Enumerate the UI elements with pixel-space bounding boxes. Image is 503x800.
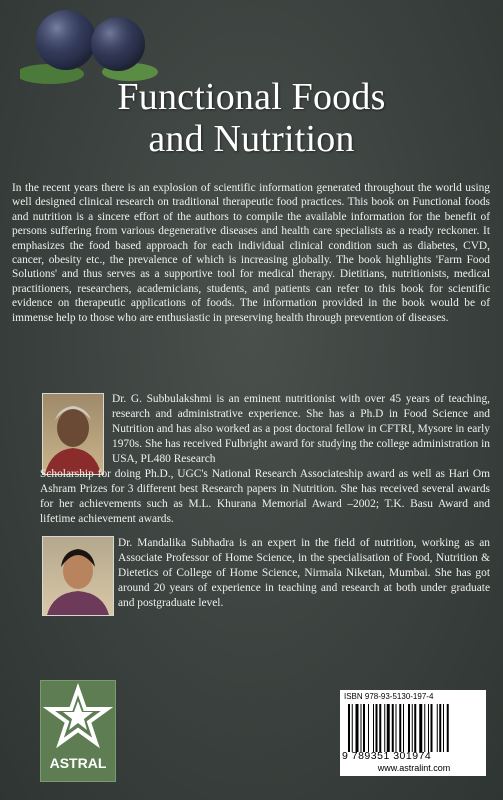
publisher-logo [40, 680, 116, 782]
blueberries-image [20, 6, 160, 86]
author1-bio-continued: Scholarship for doing Ph.D., UGC's National Research Associateship award as well as Hari Om Ashram Prizes for 3 different best Research papers in Nutrition. She has received several awards for her achievements such as M.L. Khurana Memorial Award –2002; T.K. Basu Award and lifetime achievement awards. [40, 468, 490, 525]
book-description: In the recent years there is an explosion of scientific information generated throughout the world using well designed clinical research on traditional therapeutic food practices. This book on Functional foods and nutrition is a sincere effort of the authors to compile the available information for the benefit of persons suffering from various degenerative diseases and health care specialists as a ready reckoner. It emphasizes the food based approach for each individual clinical condition such as diabetes, CVD, cancer, obesity etc., the prevalence of which is increasing globally. The book highlights 'Farm Food Solutions' and thus serves as a supportive tool for medical therapy. Dietitians, nutritionists, medical practitioners, researchers, academicians, students, and patients can refer to this book for scientific evidence on therapeutic applications of foods. The information provided in the book would be of immense help to those who are enthusiastic in preserving health through prevention of diseases. [12, 182, 490, 324]
author1-photo [42, 393, 104, 475]
book-title-line2: and Nutrition [148, 118, 355, 160]
book-title-line1: Functional Foods [117, 76, 386, 118]
author2-photo [42, 536, 114, 616]
author1-bio: Dr. G. Subbulakshmi is an eminent nutritionist with over 45 years of teaching, research and administrative experience. She has a Ph.D in Food Science and Nutrition and has also worked as a post doctoral fellow in CFTRI, Mysore in early 1970s. She has received Fulbright award for studying the college administration in USA, PL480 Research [112, 393, 490, 465]
publisher-name: ASTRAL [49, 755, 107, 771]
barcode-digits: 9 789351 301974 [342, 750, 432, 762]
publisher-website: www.astralint.com [377, 763, 451, 773]
isbn-barcode [340, 690, 486, 776]
barcode-bars [348, 704, 480, 752]
author2-bio: Dr. Mandalika Subhadra is an expert in the field of nutrition, working as an Associate Professor of Home Science, in the specialisation of Food, Nutrition & Dietetics of College of Home Science, Nirmala Niketan, Mumbai. She has got around 20 years of experience in teaching and research at both under graduate and postgraduate level. [118, 537, 490, 609]
isbn-label: ISBN 978-93-5130-197-4 [344, 692, 434, 701]
star-icon [41, 681, 115, 751]
